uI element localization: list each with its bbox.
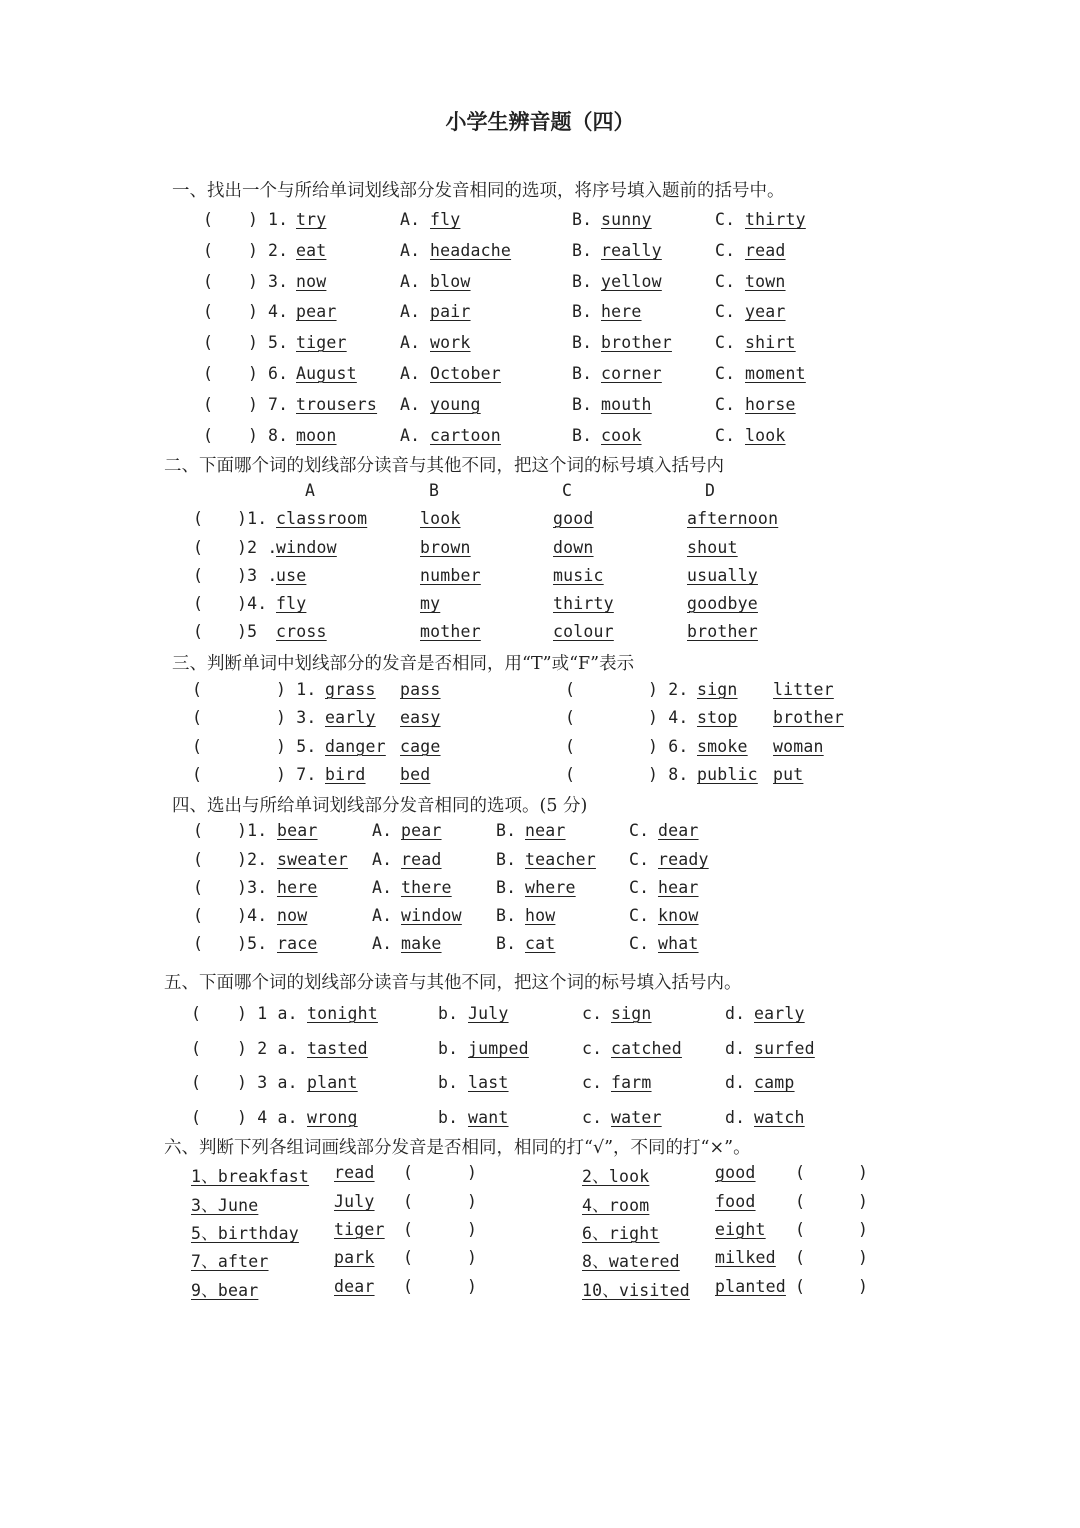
item-label: ) xyxy=(248,364,259,383)
word: put xyxy=(773,765,804,784)
item-label: c. xyxy=(582,1073,603,1092)
word: woman xyxy=(773,737,824,756)
word: shout xyxy=(687,538,738,557)
word: planted xyxy=(715,1277,786,1296)
item-label: A. xyxy=(400,241,421,260)
item-label: )4. xyxy=(237,906,268,925)
word: colour xyxy=(553,622,614,641)
item-label: C. xyxy=(715,210,736,229)
word: eight xyxy=(715,1220,766,1239)
word: surfed xyxy=(754,1039,815,1058)
item-label: ) xyxy=(467,1192,478,1211)
item-label: )3. xyxy=(237,878,268,897)
word: brother xyxy=(601,333,672,352)
item-label: ( xyxy=(403,1277,414,1296)
word: dear xyxy=(658,821,699,840)
word: read xyxy=(401,850,442,869)
item-label: ( xyxy=(203,333,214,352)
item-label: ) xyxy=(248,272,259,291)
item-label: 7. xyxy=(268,395,289,414)
word: cage xyxy=(400,737,441,756)
item-label: B. xyxy=(572,210,593,229)
item-label: ) xyxy=(858,1220,869,1239)
word: pear xyxy=(401,821,442,840)
item-label: ) xyxy=(467,1163,478,1182)
item-label: A. xyxy=(400,364,421,383)
item-label: ) 4. xyxy=(648,708,689,727)
item-label: ( xyxy=(191,1039,202,1058)
item-label: ) 3 a. xyxy=(237,1073,298,1092)
word: bird xyxy=(325,765,366,784)
item-label: A. xyxy=(400,272,421,291)
word: brother xyxy=(773,708,844,727)
word: year xyxy=(745,302,786,321)
word: thirty xyxy=(745,210,806,229)
word: public xyxy=(697,765,758,784)
word: know xyxy=(658,906,699,925)
item-label: ) xyxy=(248,333,259,352)
column-header: A xyxy=(305,481,316,500)
item-label: c. xyxy=(582,1004,603,1023)
word: there xyxy=(401,878,452,897)
item-label: ( xyxy=(193,878,204,897)
item-label: ) 6. xyxy=(648,737,689,756)
item-label: ( xyxy=(191,1073,202,1092)
item-label: B. xyxy=(572,272,593,291)
item-label: ( xyxy=(203,210,214,229)
word: mouth xyxy=(601,395,652,414)
item-label: d. xyxy=(725,1039,746,1058)
word: danger xyxy=(325,737,386,756)
item-label: B. xyxy=(572,426,593,445)
word: pear xyxy=(296,302,337,321)
word: fly xyxy=(430,210,461,229)
item-label: 2. xyxy=(268,241,289,260)
word: blow xyxy=(430,272,471,291)
item-label: ( xyxy=(192,680,203,699)
word: catched xyxy=(611,1039,682,1058)
word: watch xyxy=(754,1108,805,1127)
word: cat xyxy=(525,934,556,953)
word: hear xyxy=(658,878,699,897)
section-6-heading: 六、判断下列各组词画线部分发音是否相同，相同的打“√”，不同的打“×”。 xyxy=(164,1138,751,1158)
word: smoke xyxy=(697,737,748,756)
word: bed xyxy=(400,765,431,784)
word: young xyxy=(430,395,481,414)
item-label: B. xyxy=(496,878,517,897)
word: good xyxy=(715,1163,756,1182)
item-label: ( xyxy=(565,680,576,699)
item-label: ) 7. xyxy=(276,765,317,784)
item-label: C. xyxy=(629,850,650,869)
word: now xyxy=(277,906,308,925)
word: make xyxy=(401,934,442,953)
word: July xyxy=(334,1192,375,1211)
item-label: ( xyxy=(203,426,214,445)
page-title: 小学生辨音题（四） xyxy=(445,109,635,134)
item-label: ( xyxy=(565,765,576,784)
word: shirt xyxy=(745,333,796,352)
item-label: ( xyxy=(193,509,204,528)
item-label: C. xyxy=(629,934,650,953)
word: my xyxy=(420,594,441,613)
item-label: )3 . xyxy=(237,566,278,585)
item-label: ) 8. xyxy=(648,765,689,784)
item-label: ( xyxy=(565,708,576,727)
item-label: ( xyxy=(191,1108,202,1127)
word: October xyxy=(430,364,501,383)
word: now xyxy=(296,272,327,291)
item-label: ( xyxy=(403,1220,414,1239)
word: teacher xyxy=(525,850,596,869)
word: sign xyxy=(611,1004,652,1023)
item-label: ) 2 a. xyxy=(237,1039,298,1058)
word: 6、right xyxy=(582,1224,660,1243)
item-label: A. xyxy=(400,426,421,445)
item-label: A. xyxy=(400,302,421,321)
column-header: D xyxy=(705,481,716,500)
word: moon xyxy=(296,426,337,445)
section-1-heading: 一、找出一个与所给单词划线部分发音相同的选项，将序号填入题前的括号中。 xyxy=(172,181,785,201)
item-label: ( xyxy=(403,1248,414,1267)
item-label: B. xyxy=(496,906,517,925)
word: wrong xyxy=(307,1108,358,1127)
item-label: ) xyxy=(858,1248,869,1267)
word: food xyxy=(715,1192,756,1211)
item-label: )5 xyxy=(237,622,258,641)
word: here xyxy=(601,302,642,321)
word: work xyxy=(430,333,471,352)
word: cartoon xyxy=(430,426,501,445)
item-label: ( xyxy=(193,622,204,641)
item-label: C. xyxy=(715,333,736,352)
item-label: ( xyxy=(203,364,214,383)
word: yellow xyxy=(601,272,662,291)
word: mother xyxy=(420,622,481,641)
word: trousers xyxy=(296,395,378,414)
item-label: d. xyxy=(725,1073,746,1092)
word: dear xyxy=(334,1277,375,1296)
item-label: ( xyxy=(795,1248,806,1267)
word: tiger xyxy=(334,1220,385,1239)
item-label: ) xyxy=(467,1220,478,1239)
word: classroom xyxy=(276,509,368,528)
word: 9、bear xyxy=(191,1281,259,1300)
word: window xyxy=(401,906,462,925)
word: cross xyxy=(276,622,327,641)
item-label: C. xyxy=(629,821,650,840)
word: down xyxy=(553,538,594,557)
word: easy xyxy=(400,708,441,727)
word: look xyxy=(745,426,786,445)
word: tiger xyxy=(296,333,347,352)
item-label: ) 3. xyxy=(276,708,317,727)
word: read xyxy=(334,1163,375,1182)
word: thirty xyxy=(553,594,614,613)
item-label: B. xyxy=(496,850,517,869)
word: horse xyxy=(745,395,796,414)
word: jumped xyxy=(468,1039,529,1058)
word: number xyxy=(420,566,481,585)
word: camp xyxy=(754,1073,795,1092)
word: August xyxy=(296,364,357,383)
word: 7、after xyxy=(191,1252,269,1271)
item-label: B. xyxy=(572,395,593,414)
word: farm xyxy=(611,1073,652,1092)
item-label: ) xyxy=(858,1163,869,1182)
item-label: A. xyxy=(400,333,421,352)
word: try xyxy=(296,210,327,229)
word: tasted xyxy=(307,1039,368,1058)
word: sunny xyxy=(601,210,652,229)
item-label: ( xyxy=(192,737,203,756)
word: where xyxy=(525,878,576,897)
word: stop xyxy=(697,708,738,727)
word: want xyxy=(468,1108,509,1127)
word: 5、birthday xyxy=(191,1224,299,1243)
item-label: ( xyxy=(192,708,203,727)
item-label: ) xyxy=(248,302,259,321)
word: tonight xyxy=(307,1004,378,1023)
item-label: ( xyxy=(203,395,214,414)
item-label: ( xyxy=(193,594,204,613)
item-label: )2 . xyxy=(237,538,278,557)
word: park xyxy=(334,1248,375,1267)
item-label: ) xyxy=(248,395,259,414)
item-label: ) xyxy=(467,1248,478,1267)
item-label: C. xyxy=(629,906,650,925)
word: afternoon xyxy=(687,509,779,528)
word: early xyxy=(754,1004,805,1023)
column-header: C xyxy=(562,481,573,500)
item-label: ) 4 a. xyxy=(237,1108,298,1127)
word: race xyxy=(277,934,318,953)
item-label: A. xyxy=(372,906,393,925)
word: milked xyxy=(715,1248,776,1267)
item-label: C. xyxy=(715,426,736,445)
item-label: d. xyxy=(725,1004,746,1023)
word: corner xyxy=(601,364,662,383)
word: usually xyxy=(687,566,758,585)
word: sweater xyxy=(277,850,348,869)
item-label: ) xyxy=(248,210,259,229)
section-2-heading: 二、下面哪个词的划线部分读音与其他不同，把这个词的标号填入括号内 xyxy=(164,456,724,476)
item-label: C. xyxy=(715,302,736,321)
item-label: ) xyxy=(467,1277,478,1296)
item-label: ( xyxy=(795,1163,806,1182)
item-label: ( xyxy=(795,1192,806,1211)
item-label: 1. xyxy=(268,210,289,229)
item-label: B. xyxy=(496,934,517,953)
word: good xyxy=(553,509,594,528)
item-label: B. xyxy=(572,241,593,260)
word: really xyxy=(601,241,662,260)
word: plant xyxy=(307,1073,358,1092)
word: ready xyxy=(658,850,709,869)
word: 4、room xyxy=(582,1196,650,1215)
word: bear xyxy=(277,821,318,840)
item-label: ) 5. xyxy=(276,737,317,756)
item-label: ( xyxy=(193,934,204,953)
word: July xyxy=(468,1004,509,1023)
word: goodbye xyxy=(687,594,758,613)
item-label: ( xyxy=(403,1163,414,1182)
item-label: ( xyxy=(403,1192,414,1211)
item-label: c. xyxy=(582,1039,603,1058)
word: 3、June xyxy=(191,1196,259,1215)
word: 2、look xyxy=(582,1167,650,1186)
item-label: C. xyxy=(715,395,736,414)
item-label: C. xyxy=(715,241,736,260)
item-label: ) xyxy=(858,1192,869,1211)
word: grass xyxy=(325,680,376,699)
word: window xyxy=(276,538,337,557)
item-label: ( xyxy=(193,566,204,585)
item-label: ( xyxy=(203,272,214,291)
item-label: ) xyxy=(858,1277,869,1296)
item-label: )1. xyxy=(237,509,268,528)
word: litter xyxy=(773,680,834,699)
item-label: C. xyxy=(629,878,650,897)
item-label: c. xyxy=(582,1108,603,1127)
item-label: C. xyxy=(715,364,736,383)
item-label: ) 1. xyxy=(276,680,317,699)
item-label: A. xyxy=(400,395,421,414)
item-label: A. xyxy=(372,821,393,840)
item-label: A. xyxy=(372,934,393,953)
item-label: ( xyxy=(203,241,214,260)
item-label: ( xyxy=(795,1277,806,1296)
item-label: ) 2. xyxy=(648,680,689,699)
section-3-heading: 三、判断单词中划线部分的发音是否相同，用“T”或“F”表示 xyxy=(172,654,635,674)
word: cook xyxy=(601,426,642,445)
word: music xyxy=(553,566,604,585)
item-label: ( xyxy=(193,906,204,925)
section-4-heading: 四、选出与所给单词划线部分发音相同的选项。(5 分) xyxy=(172,796,588,816)
item-label: 5. xyxy=(268,333,289,352)
word: look xyxy=(420,509,461,528)
item-label: b. xyxy=(438,1004,459,1023)
item-label: 3. xyxy=(268,272,289,291)
word: pair xyxy=(430,302,471,321)
item-label: b. xyxy=(438,1108,459,1127)
item-label: 4. xyxy=(268,302,289,321)
item-label: A. xyxy=(372,878,393,897)
word: what xyxy=(658,934,699,953)
word: headache xyxy=(430,241,512,260)
item-label: ( xyxy=(193,850,204,869)
word: town xyxy=(745,272,786,291)
item-label: b. xyxy=(438,1039,459,1058)
word: use xyxy=(276,566,307,585)
word: how xyxy=(525,906,556,925)
word: read xyxy=(745,241,786,260)
word: pass xyxy=(400,680,441,699)
item-label: )4. xyxy=(237,594,268,613)
item-label: 8. xyxy=(268,426,289,445)
item-label: d. xyxy=(725,1108,746,1127)
item-label: ( xyxy=(203,302,214,321)
item-label: b. xyxy=(438,1073,459,1092)
item-label: )2. xyxy=(237,850,268,869)
section-5-heading: 五、下面哪个词的划线部分读音与其他不同，把这个词的标号填入括号内。 xyxy=(164,973,742,993)
item-label: )5. xyxy=(237,934,268,953)
item-label: ( xyxy=(795,1220,806,1239)
item-label: 6. xyxy=(268,364,289,383)
word: sign xyxy=(697,680,738,699)
item-label: A. xyxy=(372,850,393,869)
item-label: ( xyxy=(193,821,204,840)
item-label: ( xyxy=(192,765,203,784)
item-label: A. xyxy=(400,210,421,229)
item-label: ) xyxy=(248,241,259,260)
word: near xyxy=(525,821,566,840)
item-label: ( xyxy=(191,1004,202,1023)
word: early xyxy=(325,708,376,727)
word: brother xyxy=(687,622,758,641)
word: water xyxy=(611,1108,662,1127)
item-label: )1. xyxy=(237,821,268,840)
item-label: B. xyxy=(572,333,593,352)
word: 8、watered xyxy=(582,1252,680,1271)
item-label: C. xyxy=(715,272,736,291)
item-label: B. xyxy=(496,821,517,840)
word: brown xyxy=(420,538,471,557)
item-label: ( xyxy=(193,538,204,557)
column-header: B xyxy=(429,481,440,500)
word: eat xyxy=(296,241,327,260)
word: here xyxy=(277,878,318,897)
item-label: ) xyxy=(248,426,259,445)
word: moment xyxy=(745,364,806,383)
word: fly xyxy=(276,594,307,613)
word: 1、breakfast xyxy=(191,1167,310,1186)
item-label: ( xyxy=(565,737,576,756)
word: last xyxy=(468,1073,509,1092)
item-label: ) 1 a. xyxy=(237,1004,298,1023)
item-label: B. xyxy=(572,302,593,321)
word: 10、visited xyxy=(582,1281,690,1300)
item-label: B. xyxy=(572,364,593,383)
